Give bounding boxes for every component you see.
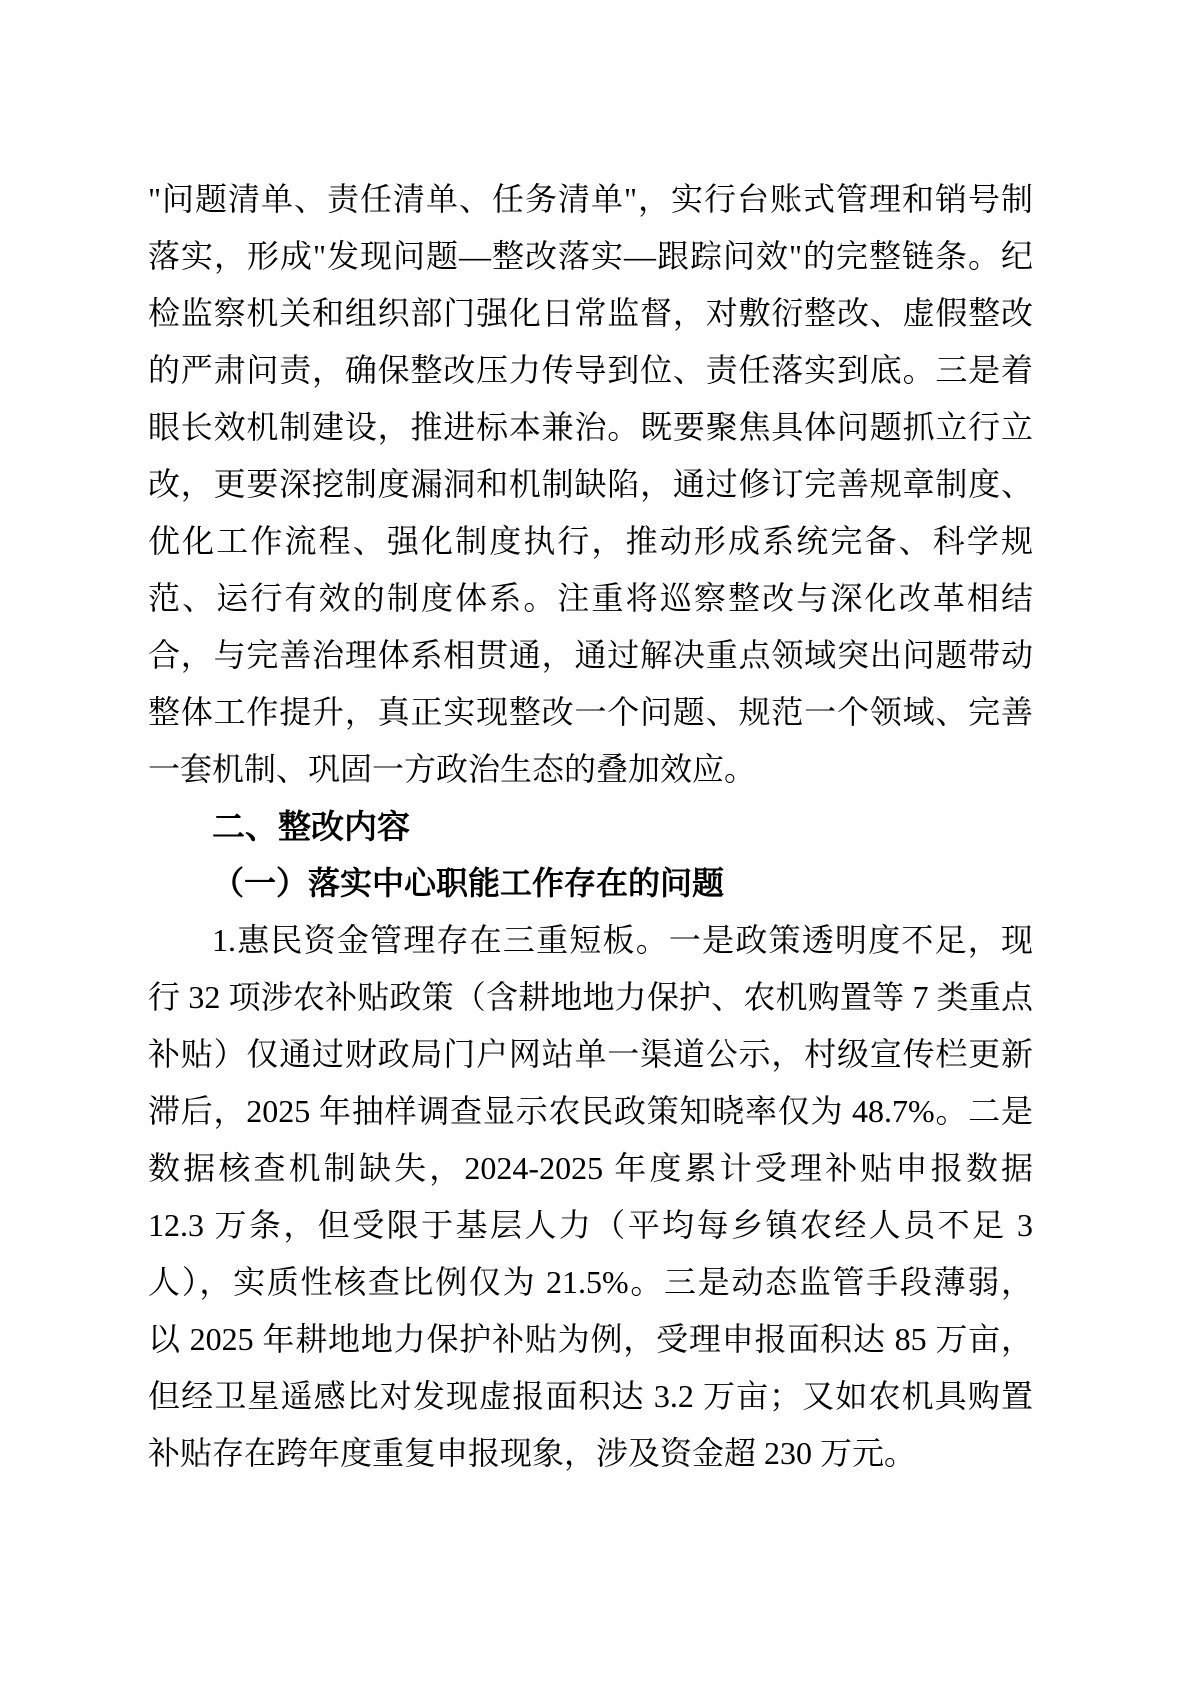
body-line: 检监察机关和组织部门强化日常监督，对敷衍整改、虚假整改 (148, 295, 1033, 331)
body-line: 整体工作提升，真正实现整改一个问题、规范一个领域、完善 (148, 694, 1033, 730)
body-line: 补贴存在跨年度重复申报现象，涉及资金超 230 万元。 (148, 1435, 917, 1471)
body-line: 合，与完善治理体系相贯通，通过解决重点领域突出问题带动 (148, 637, 1033, 673)
body-line: 的严肃问责，确保整改压力传导到位、责任落实到底。三是着 (148, 352, 1033, 388)
body-line: 人），实质性核查比例仅为 21.5%。三是动态监管手段薄弱， (148, 1264, 1033, 1300)
body-line: 数据核查机制缺失，2024-2025 年度累计受理补贴申报数据 (148, 1150, 1033, 1186)
body-line: 补贴）仅通过财政局门户网站单一渠道公示，村级宣传栏更新 (148, 1036, 1033, 1072)
body-line: 12.3 万条，但受限于基层人力（平均每乡镇农经人员不足 3 (148, 1207, 1033, 1243)
body-line: 行 32 项涉农补贴政策（含耕地地力保护、农机购置等 7 类重点 (148, 979, 1033, 1015)
section-heading: 二、整改内容 (212, 808, 410, 845)
body-line: 1.惠民资金管理存在三重短板。一是政策透明度不足，现 (212, 922, 1033, 958)
document-body (148, 171, 1033, 1482)
body-line: 范、运行有效的制度体系。注重将巡察整改与深化改革相结 (148, 580, 1033, 616)
body-line: 落实，形成"发现问题—整改落实—跟踪问效"的完整链条。纪 (148, 238, 1033, 274)
body-line: 眼长效机制建设，推进标本兼治。既要聚焦具体问题抓立行立 (148, 409, 1033, 445)
body-line: 但经卫星遥感比对发现虚报面积达 3.2 万亩；又如农机具购置 (148, 1378, 1033, 1414)
body-line: "问题清单、责任清单、任务清单"，实行台账式管理和销号制 (148, 181, 1033, 217)
body-line: 一套机制、巩固一方政治生态的叠加效应。 (148, 751, 757, 787)
subsection-heading: （一）落实中心职能工作存在的问题 (212, 865, 725, 901)
body-line: 优化工作流程、强化制度执行，推动形成系统完备、科学规 (148, 523, 1033, 559)
body-line: 滞后，2025 年抽样调查显示农民政策知晓率仅为 48.7%。二是 (148, 1093, 1033, 1129)
body-line: 以 2025 年耕地地力保护补贴为例，受理申报面积达 85 万亩， (148, 1321, 1033, 1357)
body-line: 改，更要深挖制度漏洞和机制缺陷，通过修订完善规章制度、 (148, 466, 1033, 502)
